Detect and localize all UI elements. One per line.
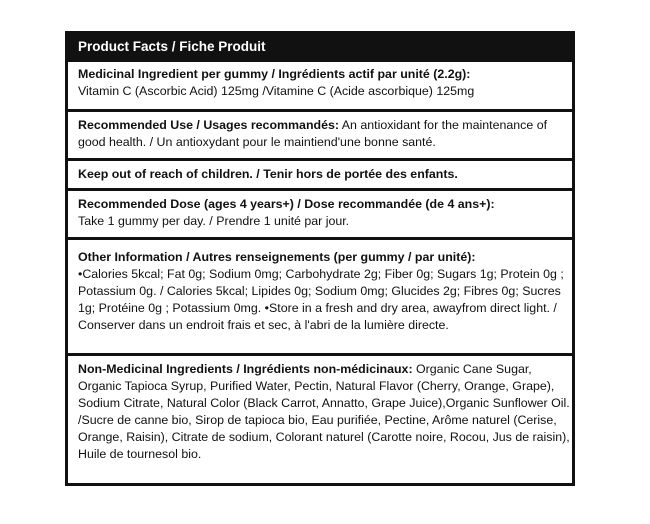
medicinal-ingredient-section bbox=[68, 59, 572, 106]
non-medicinal-line-4: /Sucre de canne bio, Sirop de tapioca bio, Eau purifiée, Pectine, Arôme naturel (Cerise, bbox=[78, 413, 557, 427]
warning-section bbox=[68, 158, 572, 185]
recommended-dose-section bbox=[68, 188, 572, 234]
product-facts-label bbox=[65, 31, 575, 486]
recommended-dose-heading: Recommended Dose (ages 4 years+) / Dose recommandée (de 4 ans+): bbox=[78, 197, 495, 211]
recommended-dose-text: Take 1 gummy per day. / Prendre 1 unité par jour. bbox=[78, 214, 350, 228]
other-information-line-3: 1g; Protéine 0g ; Potassium 0mg. •Store in a fresh and dry area, awayfrom direct light. / bbox=[78, 301, 557, 315]
recommended-use-text-1: An antioxidant for the maintenance of bbox=[339, 118, 548, 132]
medicinal-ingredient-text: Vitamin C (Ascorbic Acid) 125mg /Vitamine C (Acide ascorbique) 125mg bbox=[78, 84, 475, 98]
warning-text: Keep out of reach of children. / Tenir hors de portée des enfants. bbox=[78, 167, 458, 181]
recommended-use-section bbox=[68, 109, 572, 155]
non-medicinal-line-2: Organic Tapioca Syrup, Purified Water, Pectin, Natural Flavor (Cherry, Orange, Grape), bbox=[78, 379, 555, 393]
label-title: Product Facts / Fiche Produit bbox=[68, 34, 572, 59]
other-information-line-4: Conserver dans un endroit frais et sec, à l'abri de la lumière directe. bbox=[78, 318, 449, 332]
non-medicinal-line-6: Huile de tournesol bio. bbox=[78, 447, 202, 461]
recommended-use-text-2: good health. / Un antioxydant pour le maintiend'une bonne santé. bbox=[78, 135, 436, 149]
non-medicinal-heading: Non-Medicinal Ingredients / Ingrédients non-médicinaux: bbox=[78, 362, 413, 376]
other-information-heading: Other Information / Autres renseignements (per gummy / par unité): bbox=[78, 250, 476, 264]
medicinal-ingredient-heading: Medicinal Ingredient per gummy / Ingrédients actif par unité (2.2g): bbox=[78, 67, 471, 81]
other-information-line-2: Potassium 0g. / Calories 5kcal; Lipides 0g; Sodium 0mg; Glucides 2g; Fibres 0g; Sucres bbox=[78, 284, 561, 298]
other-information-line-1: •Calories 5kcal; Fat 0g; Sodium 0mg; Carbohydrate 2g; Fiber 0g; Sugars 1g; Protein 0g ; bbox=[78, 267, 564, 281]
other-information-section bbox=[68, 237, 572, 350]
recommended-use-heading: Recommended Use / Usages recommandés: bbox=[78, 118, 339, 132]
non-medicinal-line-1: Organic Cane Sugar, bbox=[412, 362, 532, 376]
non-medicinal-line-3: Sodium Citrate, Natural Color (Black Carrot, Annatto, Grape Juice),Organic Sunflower Oil. bbox=[78, 396, 570, 410]
non-medicinal-line-5: Orange, Raisin), Citrate de sodium, Colorant naturel (Carotte noire, Rocou, Jus de raisin), bbox=[78, 430, 570, 444]
non-medicinal-ingredients-section bbox=[68, 353, 572, 483]
